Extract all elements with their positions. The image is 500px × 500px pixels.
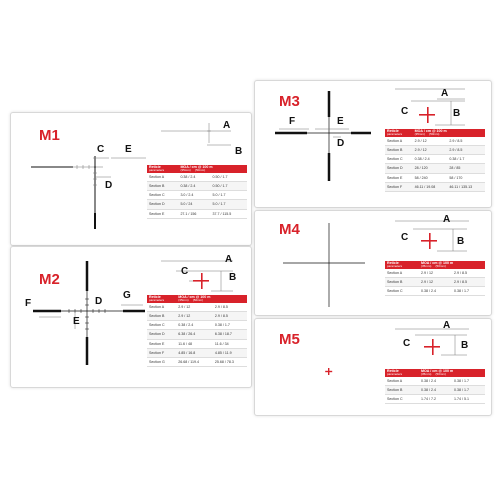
table-header-moa: MOA / cm @ 100 m (35mm) (50mm) xyxy=(178,165,247,173)
table-row: Section B 0.38 / 2.4 0.38 / 1.7 xyxy=(385,385,485,394)
table-row: Section D 6.38 / 26.4 6.38 / 18.7 xyxy=(147,330,247,339)
table-row: Section A 2.9 / 12 2.9 / 8.5 xyxy=(385,137,485,146)
label-c: C xyxy=(181,266,189,277)
label-e: E xyxy=(125,144,132,155)
table-row: Section E 58 / 240 58 / 170 xyxy=(385,173,485,182)
label-d: D xyxy=(105,180,113,191)
table-row: Section D 5.0 / 24 5.0 / 1.7 xyxy=(147,200,247,209)
label-a: A xyxy=(443,320,451,331)
table-row: Section F 4.85 / 16.8 4.85 / 11.9 xyxy=(147,348,247,357)
label-a: A xyxy=(225,254,233,265)
label-f: F xyxy=(25,298,32,309)
table-header-moa: MOA / cm @ 100 m (35mm) (50mm) xyxy=(413,129,485,137)
table-header-params: Reticle parameters xyxy=(385,261,419,269)
spec-table xyxy=(385,369,485,404)
label-b: B xyxy=(461,340,469,351)
label-a: A xyxy=(223,120,231,131)
label-e: E xyxy=(73,316,80,327)
table-row: Section C 0.38 / 2.4 0.38 / 1.7 xyxy=(147,321,247,330)
panel-m4 xyxy=(254,210,492,316)
table-header-moa: MOA / cm @ 100 m (35mm) (50mm) xyxy=(419,261,485,269)
panel-title: M1 xyxy=(39,127,60,144)
table-row: Section C 3.0 / 2.4 5.0 / 1.7 xyxy=(147,191,247,200)
label-d: D xyxy=(95,296,103,307)
table-row: Section C 0.38 / 2.4 0.38 / 1.7 xyxy=(385,287,485,296)
table-row: Section C 1.74 / 7.2 1.74 / 5.1 xyxy=(385,395,485,404)
table-row: Section G 26.68 / 119.4 25.68 / 78.3 xyxy=(147,357,247,366)
panel-title: M3 xyxy=(279,93,300,110)
label-b: B xyxy=(457,236,465,247)
table-header-params: Reticle parameters xyxy=(147,295,176,303)
table-row: Section A 0.38 / 2.4 0.50 / 1.7 xyxy=(147,173,247,182)
table-header-params: Reticle parameters xyxy=(385,369,419,377)
panel-m1 xyxy=(10,112,252,246)
panel-title: M5 xyxy=(279,331,300,348)
table-row: Section C 0.38 / 2.4 0.38 / 1.7 xyxy=(385,155,485,164)
label-c: C xyxy=(401,232,409,243)
label-f: F xyxy=(289,116,296,127)
label-a: A xyxy=(443,214,451,225)
table-row: Section A 2.9 / 12 2.9 / 8.5 xyxy=(385,269,485,278)
panel-m2 xyxy=(10,246,252,388)
table-row: Section A 2.9 / 12 2.9 / 8.5 xyxy=(147,303,247,312)
table-header-params: Reticle parameters xyxy=(385,129,413,137)
label-b: B xyxy=(235,146,243,157)
label-c: C xyxy=(401,106,409,117)
label-b: B xyxy=(229,272,237,283)
panel-title: M2 xyxy=(39,271,60,288)
label-g: G xyxy=(123,290,131,301)
panel-title: M4 xyxy=(279,221,300,238)
table-row: Section B 0.38 / 2.4 0.50 / 1.7 xyxy=(147,181,247,190)
table-header-params: Reticle parameters xyxy=(147,165,178,173)
spec-table xyxy=(385,261,485,296)
panel-m3 xyxy=(254,80,492,208)
label-c: C xyxy=(97,144,105,155)
table-row: Section E 27.1 / 156 37.7 / 115.5 xyxy=(147,209,247,218)
table-header-moa: MOA / cm @ 100 m (35mm) (50mm) xyxy=(176,295,247,303)
table-row: Section E 11.6 / 48 11.6 / 34 xyxy=(147,339,247,348)
label-b: B xyxy=(453,108,461,119)
label-a: A xyxy=(441,88,449,99)
table-row: Section B 2.9 / 12 2.9 / 8.5 xyxy=(147,311,247,320)
table-header-moa: MOA / cm @ 100 m (35mm) (50mm) xyxy=(419,369,485,377)
spec-table xyxy=(147,165,247,219)
label-c: C xyxy=(403,338,411,349)
table-row: Section B 2.9 / 12 2.9 / 8.5 xyxy=(385,277,485,286)
table-row: Section F 46.11 / 19.08 46.11 / 135.13 xyxy=(385,182,485,191)
spec-table xyxy=(147,295,247,367)
table-row: Section D 28 / 120 28 / 85 xyxy=(385,164,485,173)
panel-m5 xyxy=(254,318,492,416)
label-d: D xyxy=(337,138,345,149)
table-row: Section B 2.9 / 12 2.9 / 8.5 xyxy=(385,145,485,154)
label-e: E xyxy=(337,116,344,127)
spec-table xyxy=(385,129,485,192)
table-row: Section A 0.38 / 2.4 0.38 / 1.7 xyxy=(385,377,485,386)
